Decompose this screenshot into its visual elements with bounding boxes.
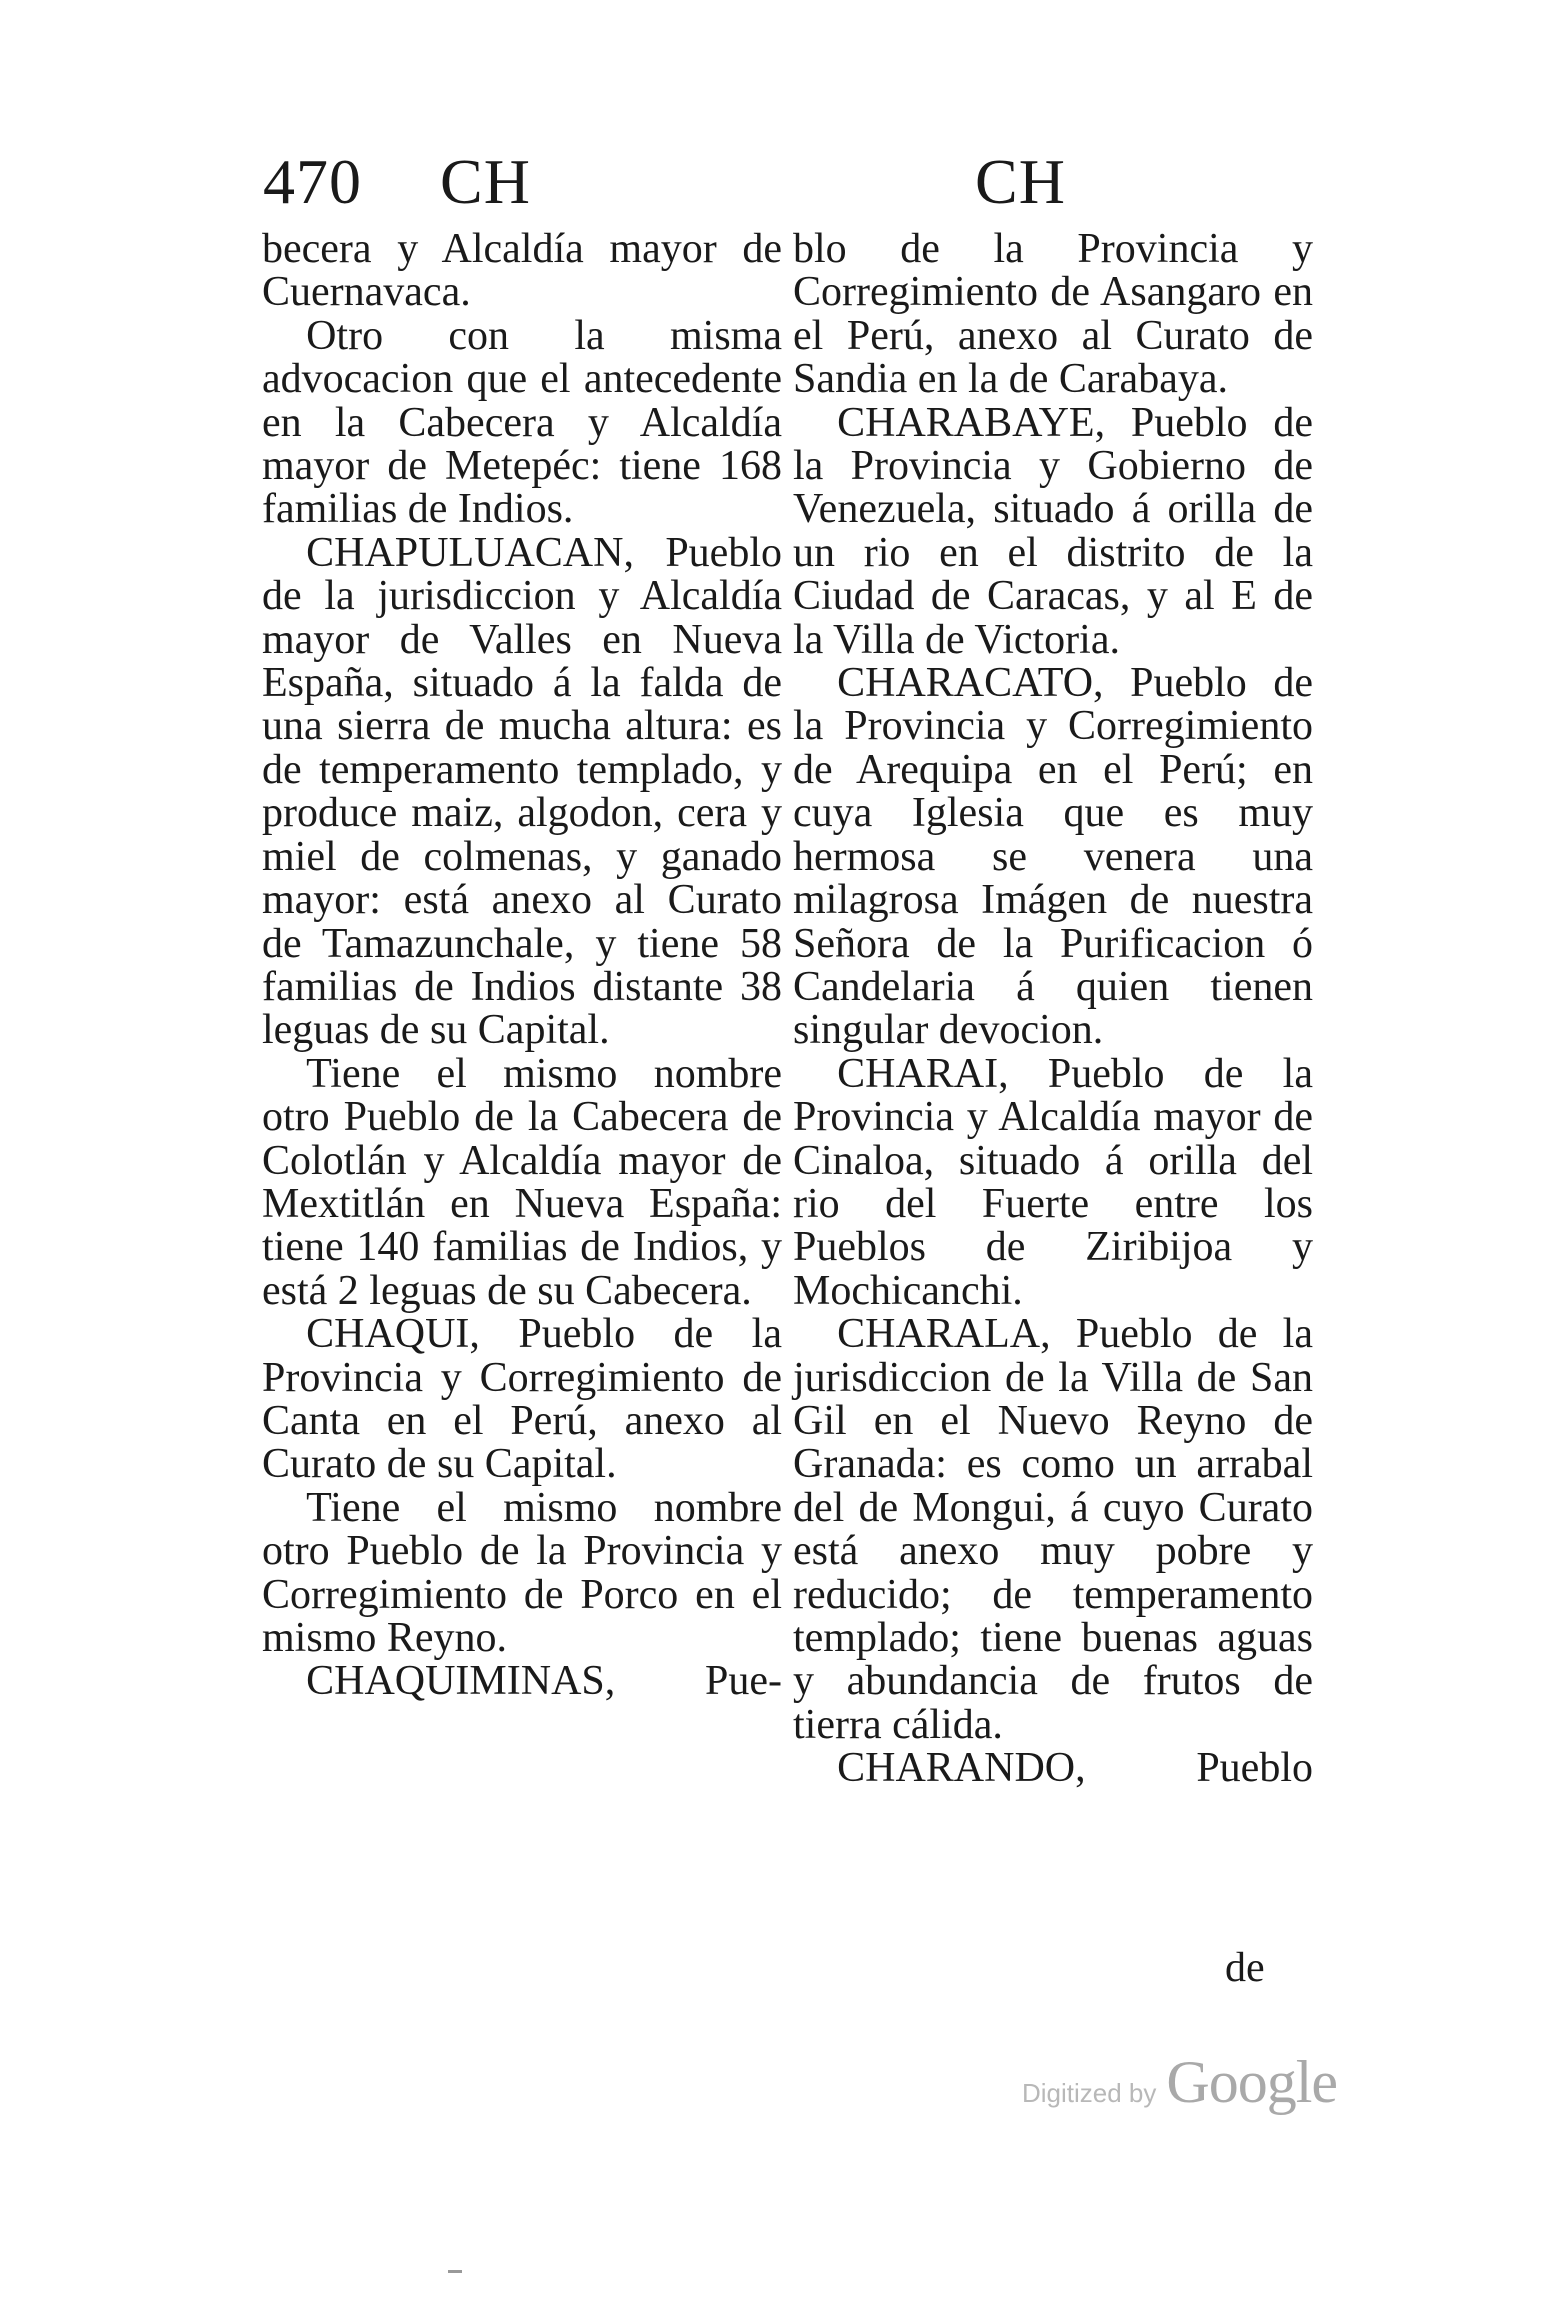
running-head-left: CH — [440, 146, 531, 217]
paragraph: Otro con la misma advocacion que el antecedente en la Cabecera y Alcaldía mayor de Metepéc: tiene 168 familias de Indios. — [262, 312, 782, 533]
catchword: de — [1225, 1945, 1265, 1991]
paragraph: CHARABAYE, Pueblo de la Provincia y Gobierno de Venezuela, situado á orilla de un rio en el distrito de la Ciudad de Caracas, y al E de la Villa de Victoria. — [793, 399, 1313, 663]
paragraph: CHAPULUACAN, Pueblo de la jurisdiccion y Alcaldía mayor de Valles en Nueva España, situado á la falda de una sierra de mucha altura: es de temperamento templado, y produce maiz, algodon, cera y miel de colmenas, y ganado mayor: está anexo al Curato de Tamazunchale, y tiene 58 familias de Indios distante 38 leguas de su Capital. — [262, 529, 782, 1054]
paragraph: CHARALA, Pueblo de la jurisdiccion de la Villa de San Gil en el Nuevo Reyno de Granada: es como un arrabal del de Mongui, á cuyo Curato está anexo muy pobre y reducido; de temperamento templado; tiene buenas aguas y abundancia de frutos de tierra cálida. — [793, 1311, 1313, 1748]
google-logo: Google — [1166, 2049, 1338, 2115]
digitized-watermark — [1022, 2048, 1337, 2117]
paragraph: becera y Alcaldía mayor de Cuernavaca. — [262, 226, 782, 316]
paragraph: CHAQUI, Pueblo de la Provincia y Corregimiento de Canta en el Perú, anexo al Curato de su Capital. — [262, 1311, 782, 1488]
right-column — [793, 228, 1313, 1791]
running-head-right: CH — [975, 146, 1066, 217]
paragraph: CHARAI, Pueblo de la Provincia y Alcaldía mayor de Cinaloa, situado á orilla del rio del Fuerte entre los Pueblos de Ziribijoa y Mochicanchi. — [793, 1050, 1313, 1314]
paragraph: CHARACATO, Pueblo de la Provincia y Corregimiento de Arequipa en el Perú; en cuya Iglesia que es muy hermosa se venera una milagrosa Imágen de nuestra Señora de la Purificacion ó Candelaria á quien tienen singular devocion. — [793, 660, 1313, 1054]
watermark-label: Digitized by — [1022, 2078, 1157, 2108]
paragraph: Tiene el mismo nombre otro Pueblo de la Cabecera de Colotlán y Alcaldía mayor de Mextitlán en Nueva España: tiene 140 familias de Indios, y está 2 leguas de su Cabecera. — [262, 1050, 782, 1314]
paragraph: CHAQUIMINAS, Pue- — [306, 1658, 782, 1705]
paragraph: CHARANDO, Pueblo — [837, 1745, 1313, 1792]
scan-speck — [448, 2270, 462, 2273]
page-number: 470 — [263, 146, 362, 217]
paragraph: blo de la Provincia y Corregimiento de Asangaro en el Perú, anexo al Curato de Sandia en la de Carabaya. — [793, 226, 1313, 403]
paragraph: Tiene el mismo nombre otro Pueblo de la Provincia y Corregimiento de Porco en el mismo Reyno. — [262, 1484, 782, 1661]
left-column — [262, 228, 782, 1704]
